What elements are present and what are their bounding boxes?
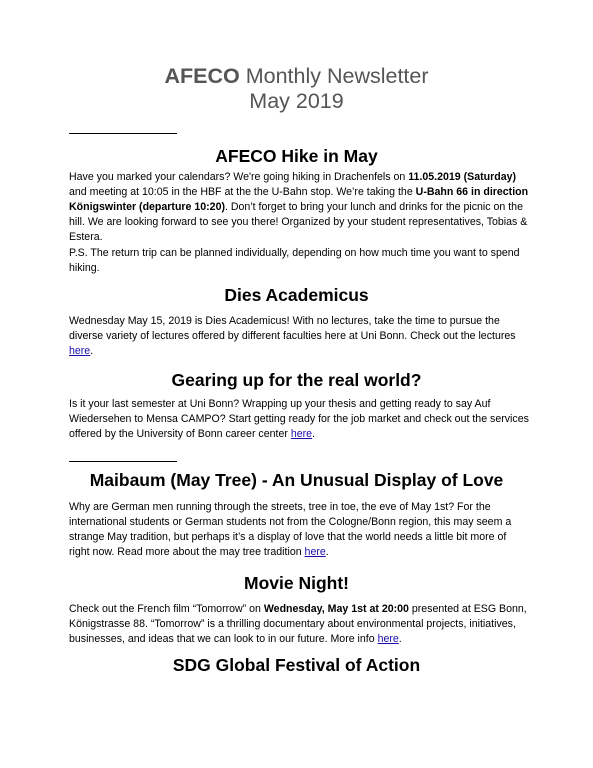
maibaum-text: Why are German men running through the streets, tree in toe, the eve of May 1st? For the international students or German students not from the Cologne/Bonn region, this may seem a strange May tradition, but perhaps it’s a display of love that the world needs a little bit more of right now. Read more about the may tree tradition bbox=[69, 501, 512, 558]
hike-train: U-Bahn 66 in direction Königswinter (departure 10:20) bbox=[69, 186, 529, 213]
gearing-paragraph bbox=[69, 397, 529, 442]
section-heading-sdg: SDG Global Festival of Action bbox=[172, 655, 421, 675]
title-rest: Monthly Newsletter bbox=[245, 64, 429, 88]
punct: . bbox=[90, 345, 94, 357]
movie-text: Check out the French film “Tomorrow” on bbox=[69, 603, 264, 615]
punct: . bbox=[312, 428, 315, 440]
hike-text: and meeting at 10:05 in the HBF at the the U-Bahn stop. We’re taking the bbox=[69, 186, 416, 198]
gearing-text: Is it your last semester at Uni Bonn? Wrapping up your thesis and getting ready to say Auf Wiedersehen to Mensa CAMPO? Start getting ready for the job market and check out the services offered by the University of Bonn career center bbox=[69, 398, 529, 440]
newsletter-date: May 2019 bbox=[249, 89, 344, 113]
hike-date: 11.05.2019 (Saturday) bbox=[408, 171, 517, 183]
section-heading-maibaum: Maibaum (May Tree) - An Unusual Display of Love bbox=[89, 470, 504, 490]
divider bbox=[69, 461, 177, 462]
punct: . bbox=[398, 633, 402, 645]
section-heading-movie: Movie Night! bbox=[244, 573, 349, 593]
dies-link[interactable]: here bbox=[69, 345, 91, 357]
section-heading-gearing: Gearing up for the real world? bbox=[171, 370, 422, 390]
gearing-link[interactable]: here bbox=[290, 428, 313, 440]
hike-text: . Don’t forget to bring your lunch and drinks for the picnic on the hill. We are looking forward to see you there! Organized by your student representatives, Tobias & Estera. bbox=[69, 201, 528, 243]
hike-text: Have you marked your calendars? We're going hiking in Drachenfels on bbox=[69, 171, 409, 183]
hike-ps: P.S. The return trip can be planned individually, depending on how much time you want to spend hiking. bbox=[69, 247, 520, 274]
newsletter-title bbox=[0, 64, 593, 89]
movie-when: Wednesday, May 1st at 20:00 bbox=[263, 603, 409, 615]
section-heading-hike: AFECO Hike in May bbox=[215, 146, 378, 166]
maibaum-paragraph bbox=[69, 500, 529, 560]
section-heading-dies: Dies Academicus bbox=[224, 285, 369, 305]
dies-paragraph bbox=[69, 314, 529, 359]
divider bbox=[69, 133, 177, 134]
movie-text: presented at ESG Bonn, Königstrasse 88. “Tomorrow” is a thrilling documentary about environmental projects, initiatives, businesses, and ideas that we can look to in our future. More info bbox=[69, 603, 527, 645]
movie-link[interactable]: here bbox=[377, 633, 399, 645]
brand-name: AFECO bbox=[164, 64, 240, 88]
punct: . bbox=[325, 546, 329, 558]
hike-paragraph bbox=[69, 170, 529, 245]
movie-paragraph bbox=[69, 602, 529, 647]
maibaum-link[interactable]: here bbox=[304, 546, 326, 558]
dies-text: Wednesday May 15, 2019 is Dies Academicus! With no lectures, take the time to pursue the diverse variety of lectures offered by different faculties here at Uni Bonn. Check out the lectures bbox=[69, 315, 516, 342]
